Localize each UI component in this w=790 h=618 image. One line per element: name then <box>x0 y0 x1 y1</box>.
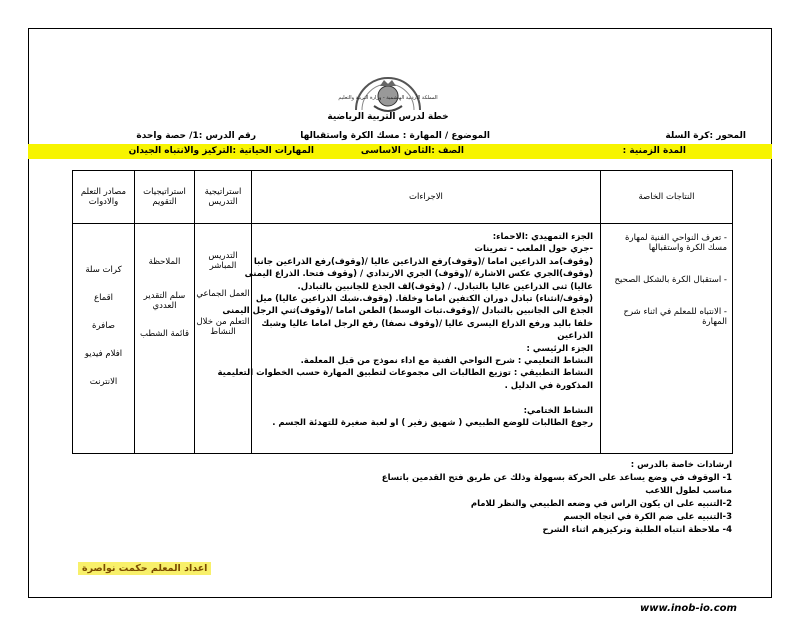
resource-item: اقماع <box>94 293 114 303</box>
teaching-strategy-cell <box>195 224 252 454</box>
resource-item: كرات سلة <box>85 265 122 275</box>
topic-label: الموضوع / المهارة : مسك الكرة واستقبالها <box>300 131 490 141</box>
procedure-line: -جري حول الملعب - تمرينات <box>474 244 593 255</box>
document-title: خطة لدرس التربية الرياضية <box>327 112 449 122</box>
header-resources: مصادر التعلم والادوات <box>73 171 135 224</box>
assessment-strategy-item: سلم التقدير العددي <box>143 291 186 311</box>
axis-label: المحور :كرة السلة <box>665 131 746 141</box>
teaching-strategy-item: العمل الجماعي <box>196 289 250 299</box>
procedure-line: (وقوف)الجري عكس الاشارة /(وقوف) الجري الارتدادي / (وقوف فتحا. الذراع اليمنى <box>244 269 593 280</box>
procedure-line: الذراعين <box>557 331 593 342</box>
guideline-item: 4- ملاحظة انتباه الطلبة وتركيزهم اثناء الشرح <box>542 525 732 535</box>
procedure-line: الجزء التمهيدي :الاحماء: <box>492 232 593 242</box>
grade-label: الصف :الثامن الاساسى <box>360 146 464 156</box>
duration-label: المدة الزمنية : <box>622 146 686 156</box>
header-procedures: الاجراءات <box>252 171 601 224</box>
header-teaching-strategy: استراتيجية التدريس <box>195 171 252 224</box>
guideline-item: 3-التنبيه على ضم الكرة في اتجاه الجسم <box>563 512 732 522</box>
procedure-line <box>257 392 593 404</box>
resources-cell <box>73 224 135 454</box>
lesson-plan-table <box>72 170 733 454</box>
procedure-line: (وقوف)مد الذراعين اماما /(وقوف)رفع الذراعين عاليا /(وقوف)رفع الذراعين جانبا <box>253 256 593 267</box>
lesson-number-label: رقم الدرس :1/ حصة واحدة <box>136 131 256 141</box>
resource-item: الانترنت <box>89 377 118 387</box>
procedure-line: النشاط التطبيقي : توزيع الطالبات الى مجموعات لتطبيق المهارة حسب الخطوات التعليمية <box>217 368 593 379</box>
outcome-item: - تعرف النواحي الفنية لمهارة مسك الكرة واستقبالها <box>625 233 727 253</box>
teaching-strategy-item: التعلم من خلال النشاط <box>196 317 250 337</box>
life-skills-label: المهارات الحياتية :التركيز والانتباه الجيدان <box>128 146 314 156</box>
guideline-item: 1- الوقوف في وضع يساعد على الحركة بسهولة وذلك عن طريق فتح القدمين باتساع مناسب لطول اللاعب <box>381 473 732 496</box>
procedure-line: رجوع الطالبات للوضع الطبيعي ( شهيق زفير ) او لعبة صغيرة للتهدئة الجسم . <box>272 418 593 429</box>
assessment-strategy-item: قائمة الشطب <box>139 329 190 339</box>
header-assessment-strategy: استراتيجيات التقويم <box>135 171 195 224</box>
resource-item: افلام فيديو <box>84 349 123 359</box>
outcomes-cell <box>601 224 733 454</box>
procedure-line: خلفا باليد ورفع الذراع اليسرى عاليا /(وقوف نصفا) رفع الرجل اماما عاليا وشبك <box>261 318 593 329</box>
lesson-guidelines <box>360 459 732 537</box>
assessment-strategy-item: الملاحظة <box>148 257 181 267</box>
prepared-by-label: اعداد المعلم حكمت نواصرة <box>78 562 211 575</box>
guidelines-title: ارشادات خاصة بالدرس : <box>630 460 732 470</box>
header-outcomes: النتاجات الخاصة <box>601 171 733 224</box>
procedure-line: (وقوف/انثناء) تبادل دوران الكتفين اماما وخلفا. (وقوف.شبك الذراعين عاليا) ميل <box>255 294 593 305</box>
procedure-line: عاليا) ثنى الذراعين عاليا بالتبادل. / (وقوف)لف الجذع للجانبين بالتبادل. <box>297 281 593 292</box>
assessment-strategy-cell <box>135 224 195 454</box>
website-watermark: www.inob-io.com <box>640 603 737 614</box>
ministry-emblem-icon <box>338 72 438 114</box>
guideline-item: 2-التنبيه على ان يكون الراس في وضعه الطبيعي والنظر للامام <box>470 499 732 509</box>
procedure-line: النشاط التعليمي : شرح النواحي الفنية مع اداء نموذج من قبل المعلمة. <box>300 356 593 367</box>
resource-item: صافرة <box>92 321 116 331</box>
procedure-line: الجذع الى الجانبين بالتبادل /(وقوف.ثبات الوسط) الطعن اماما /(وقوف)ثني الرجل اليمنى <box>222 306 593 317</box>
teaching-strategy-item: التدريس المباشر <box>208 251 238 271</box>
procedure-line: النشاط الختامي: <box>523 405 593 416</box>
emblem-caption: المملكة الأردنية الهاشمية - وزارة التربية والتعليم <box>338 95 438 101</box>
outcome-item: - الانتباه للمعلم في اثناء شرح المهارة <box>623 307 727 327</box>
outcome-item: - استقبال الكرة بالشكل الصحيح <box>614 275 727 285</box>
procedure-line: المذكورة في الدليل . <box>504 380 593 391</box>
procedure-line: الجزء الرئيسي : <box>526 343 593 354</box>
